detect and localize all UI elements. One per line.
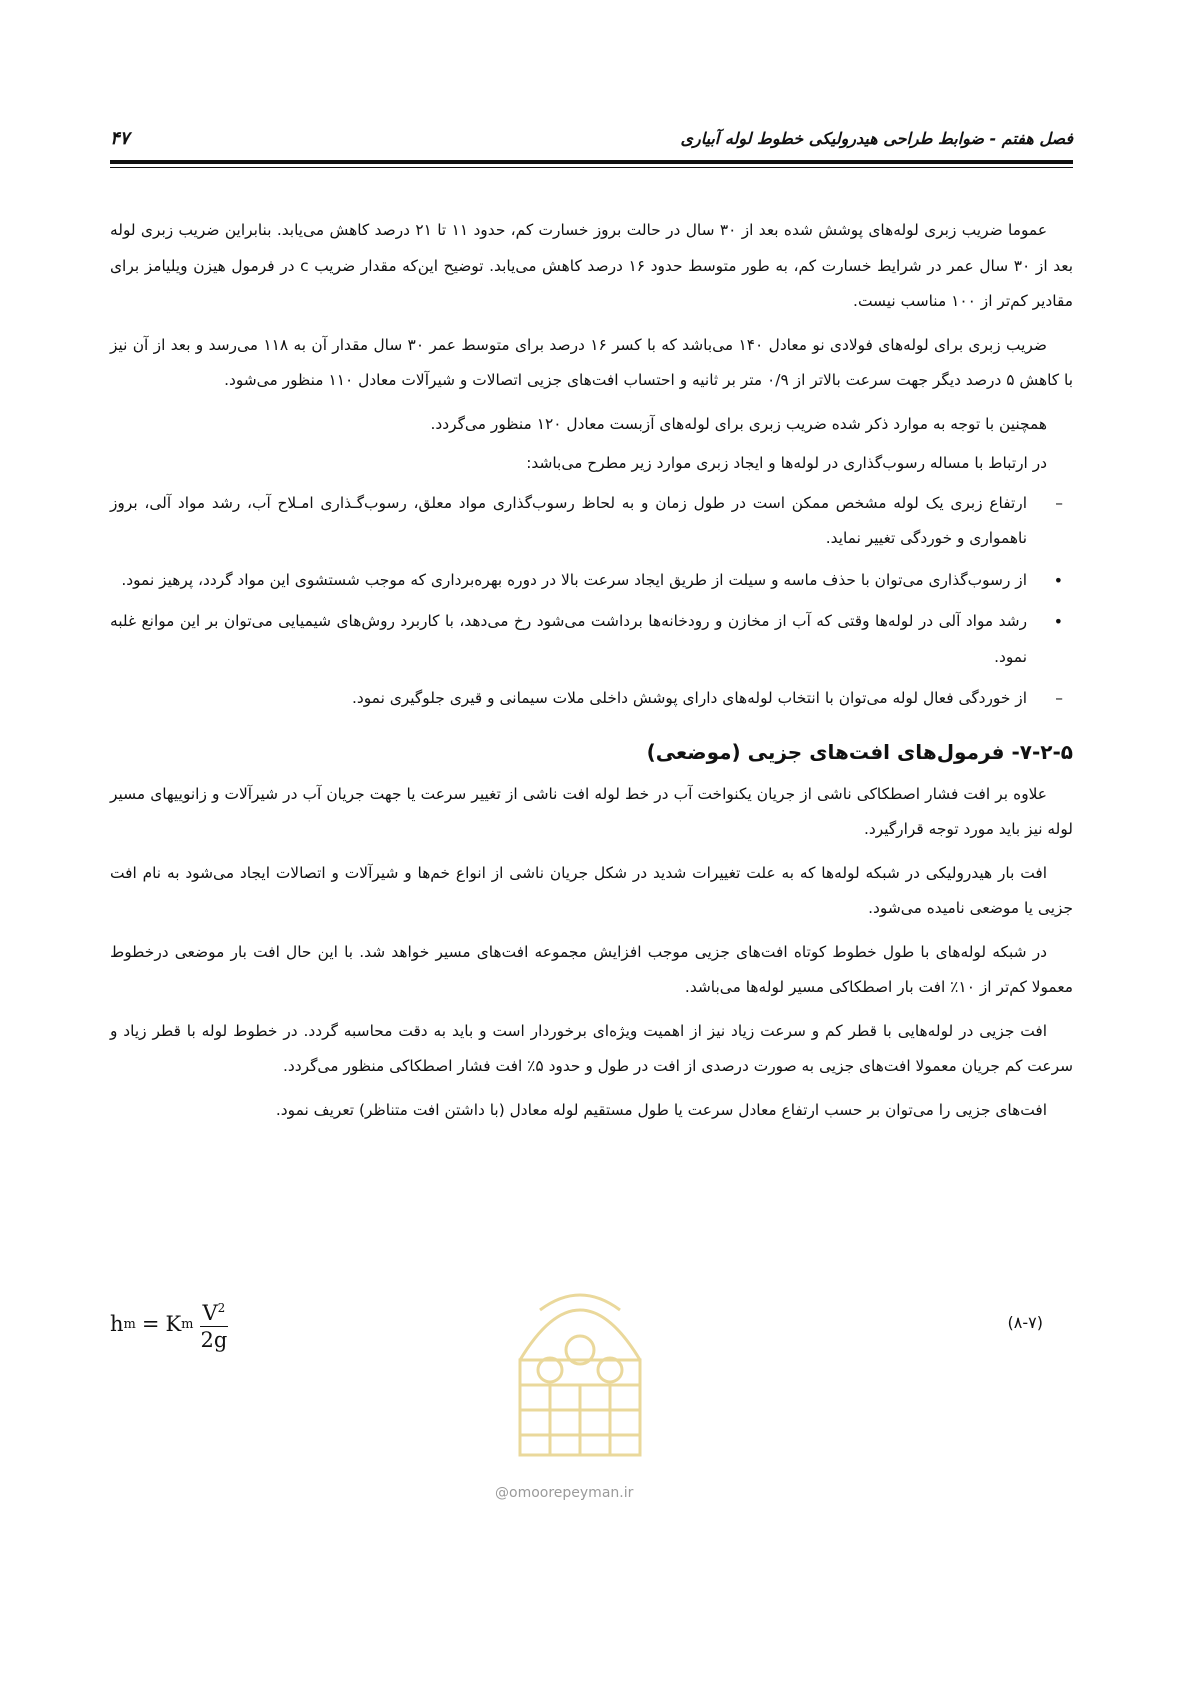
paragraph: افت بار هیدرولیکی در شبکه لوله‌ها که به علت تغییرات شدید در شکل جریان ناشی از انواع خم‌ها و شیرآلات و اتصالات ایجاد می‌شود به نام افت جزیی یا موضعی نامیده می‌شود.: [110, 863, 1073, 917]
list-item: [110, 563, 1073, 599]
list-item-text: رشد مواد آلی در لوله‌ها وقتی که آب از مخازن و رودخانه‌ها برداشت می‌شود رخ می‌دهد، با کاربرد روش‌های شیمیایی می‌توان بر این موانع غلبه نمود.: [110, 612, 1027, 666]
watermark-url: @omoorepeyman.ir: [495, 1485, 634, 1501]
formula-equals: =: [141, 1312, 160, 1336]
paragraph: افت‌های جزیی را می‌توان بر حسب ارتفاع معادل سرعت یا طول مستقیم لوله معادل (با داشتن افت متناظر) تعریف نمود.: [275, 1100, 1047, 1119]
list-item: [110, 486, 1073, 557]
section-heading: ۷-۲-۵- فرمول‌های افت‌های جزیی (موضعی): [646, 739, 1073, 764]
body-text: [110, 213, 1073, 1136]
chapter-title: فصل هفتم - ضوابط طراحی هیدرولیکی خطوط لوله آبیاری: [680, 129, 1073, 148]
paragraph: افت جزیی در لوله‌هایی با قطر کم و سرعت زیاد نیز از اهمیت ویژه‌ای برخوردار است و باید به دقت محاسبه گردد. در خطوط لوله با قطر زیاد و سرعت کم جریان معمولا افت‌های جزیی به صورت درصدی از افت در طول و حدود ۵٪ افت فشار اصطکاکی منظور می‌گردد.: [110, 1021, 1073, 1075]
paragraph: در شبکه لوله‌های با طول خطوط کوتاه افت‌های جزیی موجب افزایش مجموعه افت‌های مسیر خواهد شد. با این حال افت بار موضعی درخطوط معمولا کم‌تر از ۱۰٪ افت بار اصطکاکی مسیر لوله‌ها می‌باشد.: [110, 942, 1073, 996]
paragraph: علاوه بر افت فشار اصطکاکی ناشی از جریان یکنواخت آب در خط لوله افت ناشی از تغییر سرعت یا جهت جریان آب در شیرآلات و زانوییهای مسیر لوله نیز باید مورد توجه قرارگیرد.: [110, 784, 1073, 838]
paragraph: در ارتباط با مساله رسوب‌گذاری در لوله‌ها و ایجاد زبری موارد زیر مطرح می‌باشد:: [526, 454, 1047, 472]
list-item: [110, 681, 1073, 717]
page-header: [110, 128, 1073, 149]
list-item-text: از رسوب‌گذاری می‌توان با حذف ماسه و سیلت از طریق ایجاد سرعت بالا در دوره بهره‌برداری که موجب شستشوی این مواد گردد، پرهیز نمود.: [121, 570, 1027, 589]
header-rule-thick: [110, 160, 1073, 164]
formula-denominator: 2g: [200, 1328, 228, 1352]
formula-lhs: h: [110, 1312, 124, 1336]
paragraph: همچنین با توجه به موارد ذکر شده ضریب زبری برای لوله‌های آزبست معادل ۱۲۰ منظور می‌گردد.: [430, 414, 1047, 433]
paragraph: ضریب زبری برای لوله‌های فولادی نو معادل ۱۴۰ می‌باشد که با کسر ۱۶ درصد برای متوسط عمر ۳۰ سال مقدار آن به ۱۱۸ می‌رسد و بعد از آن نیز با کاهش ۵ درصد دیگر جهت سرعت بالاتر از ۰/۹ متر بر ثانیه و احتساب افت‌های جزیی اتصالات و شیرآلات معادل ۱۱۰ منظور می‌شود.: [110, 335, 1073, 389]
paragraph: عموما ضریب زبری لوله‌های پوشش شده بعد از ۳۰ سال در حالت بروز خسارت کم، حدود ۱۱ تا ۲۱ درصد کاهش می‌یابد. بنابراین ضریب زبری لوله بعد از ۳۰ سال عمر در شرایط خسارت کم، به طور متوسط حدود ۱۶ درصد کاهش می‌یابد. توضیح این‌که مقدار ضریب c در فرمول هیزن ویلیامز برای مقادیر کم‌تر از ۱۰۰ مناسب نیست.: [110, 221, 1074, 310]
equation-number: (۸-۷): [1007, 1313, 1043, 1332]
header-rule-thin: [110, 167, 1073, 168]
list-item-text: از خوردگی فعال لوله می‌توان با انتخاب لوله‌های دارای پوشش داخلی ملات سیمانی و قیری جلوگیری نمود.: [351, 689, 1027, 707]
dash-marker: –: [1055, 493, 1063, 512]
bullet-marker: •: [1053, 612, 1063, 631]
list-item: [110, 604, 1073, 675]
velocity-symbol: V: [202, 1301, 218, 1325]
dash-marker: –: [1055, 689, 1063, 707]
formula-coef: K: [165, 1312, 182, 1336]
formula-lhs-sub: m: [123, 1316, 136, 1332]
formula-coef-sub: m: [181, 1316, 194, 1332]
formula-fraction: [200, 1295, 229, 1353]
deposition-list: [110, 486, 1073, 717]
square-exponent: 2: [217, 1301, 226, 1315]
formula-numerator: [200, 1295, 229, 1327]
minor-loss-formula: [110, 1295, 228, 1353]
page-number: ۴۷: [110, 128, 130, 149]
list-item-text: ارتفاع زبری یک لوله مشخص ممکن است در طول زمان و به لحاظ رسوب‌گذاری مواد معلق، رسوب‌گـذاری امـلاح آب، رشد مواد آلی، بروز ناهمواری و خوردگی تغییر نماید.: [110, 493, 1027, 547]
watermark-seal-logo: [480, 1240, 680, 1470]
bullet-marker: •: [1053, 570, 1063, 590]
